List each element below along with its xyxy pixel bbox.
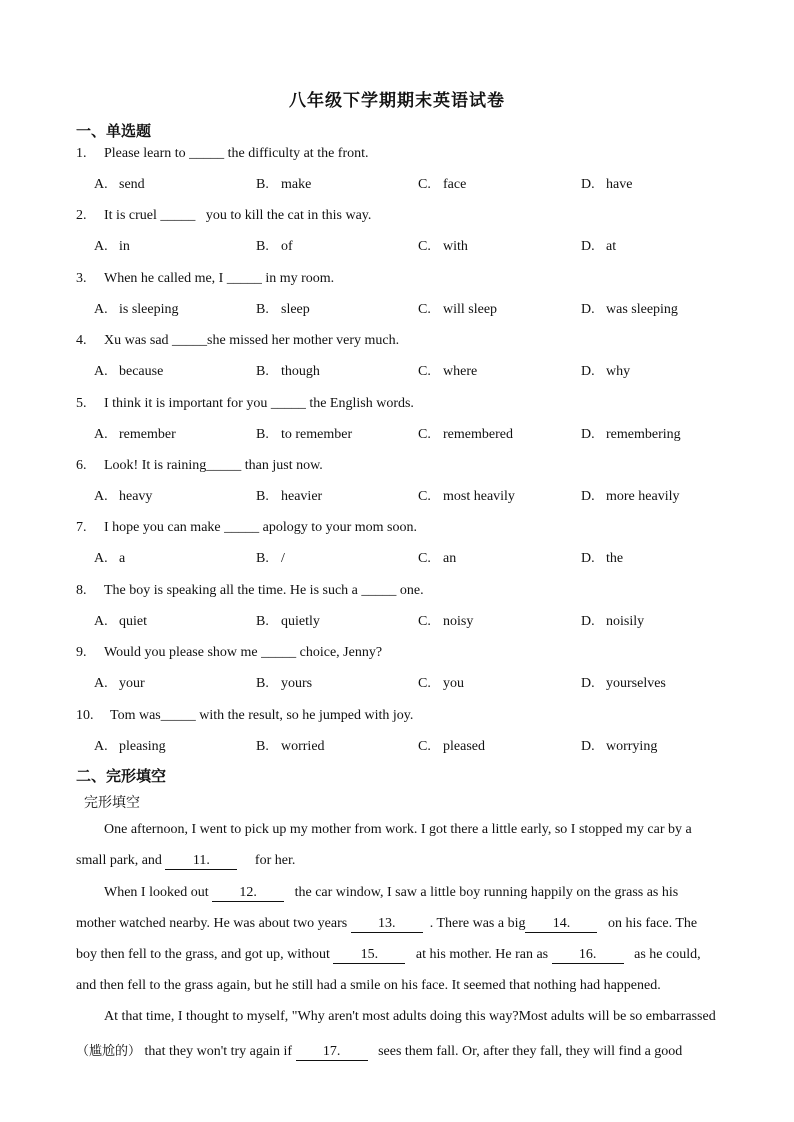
question-blank[interactable]: _____ (261, 645, 297, 660)
option-letter: D. (581, 489, 595, 504)
option-text: heavier (281, 489, 323, 504)
option-c[interactable] (418, 364, 477, 380)
option-letter: A. (94, 239, 108, 254)
option-text: because (119, 364, 164, 379)
question-text: When he called me, I (104, 271, 227, 286)
options-row (0, 302, 794, 322)
option-c[interactable] (418, 614, 473, 630)
blank-12[interactable]: 12. (212, 885, 284, 902)
option-letter: B. (256, 676, 269, 691)
option-d[interactable] (581, 239, 616, 255)
option-a[interactable] (94, 427, 176, 443)
option-text: yourselves (606, 676, 666, 691)
question-text: I think it is important for you (104, 396, 271, 411)
option-letter: A. (94, 364, 108, 379)
option-text: of (281, 239, 293, 254)
option-text: you (443, 676, 464, 691)
question-number: 3. (76, 271, 87, 286)
option-letter: C. (418, 551, 431, 566)
option-a[interactable] (94, 302, 179, 318)
option-letter: B. (256, 177, 269, 192)
option-text: worried (281, 739, 325, 754)
option-c[interactable] (418, 739, 485, 755)
option-d[interactable] (581, 489, 679, 505)
question-text: choice, Jenny? (296, 645, 383, 660)
option-letter: D. (581, 239, 595, 254)
option-letter: A. (94, 489, 108, 504)
option-text: was sleeping (606, 302, 678, 317)
question-6 (76, 458, 323, 474)
option-letter: D. (581, 177, 595, 192)
cloze-line-2: small park, and 11. for her. (76, 853, 296, 868)
option-letter: D. (581, 364, 595, 379)
question-number: 7. (76, 520, 87, 535)
option-b[interactable] (256, 427, 352, 443)
option-text: quiet (119, 614, 147, 629)
option-text: your (119, 676, 145, 691)
option-d[interactable] (581, 551, 623, 567)
question-9 (76, 645, 382, 661)
question-text: Look! It is raining (104, 458, 207, 473)
option-d[interactable] (581, 676, 666, 692)
option-letter: B. (256, 614, 269, 629)
option-c[interactable] (418, 676, 464, 692)
question-blank[interactable]: _____ (160, 708, 196, 723)
option-d[interactable] (581, 427, 681, 443)
option-letter: C. (418, 427, 431, 442)
question-text: Please learn to (104, 146, 190, 161)
option-text: yours (281, 676, 313, 691)
options-row (0, 614, 794, 634)
option-letter: C. (418, 614, 431, 629)
option-text: remember (119, 427, 176, 442)
options-row (0, 239, 794, 259)
option-text: / (281, 551, 285, 566)
option-d[interactable] (581, 364, 630, 380)
blank-15[interactable]: 15. (333, 947, 405, 964)
option-letter: A. (94, 427, 108, 442)
option-text: send (119, 177, 145, 192)
option-a[interactable] (94, 739, 166, 755)
options-row (0, 676, 794, 696)
question-3 (76, 271, 334, 287)
option-b[interactable] (256, 302, 310, 318)
option-text: to remember (281, 427, 353, 442)
blank-17[interactable]: 17. (296, 1044, 368, 1061)
question-number: 2. (76, 208, 87, 223)
blank-14[interactable]: 14. (525, 916, 597, 933)
question-text: the English words. (305, 396, 414, 411)
option-text: in (119, 239, 130, 254)
option-letter: A. (94, 177, 108, 192)
option-c[interactable] (418, 239, 468, 255)
section-heading-single-choice: 一、单选题 (76, 122, 152, 140)
question-text: with the result, so he jumped with joy. (195, 708, 414, 723)
option-letter: D. (581, 427, 595, 442)
option-text: is sleeping (119, 302, 179, 317)
question-blank[interactable]: _____ (206, 458, 242, 473)
question-text: one. (396, 583, 424, 598)
cloze-line-4: mother watched nearby. He was about two years 13. . There was a big 14. on his face. The (76, 916, 698, 931)
option-text: pleased (443, 739, 485, 754)
blank-11[interactable]: 11. (165, 853, 237, 870)
option-a[interactable] (94, 614, 147, 630)
option-letter: A. (94, 739, 108, 754)
question-text: apology to your mom soon. (259, 520, 418, 535)
question-5 (76, 396, 414, 412)
option-letter: C. (418, 364, 431, 379)
question-number: 9. (76, 645, 87, 660)
option-letter: D. (581, 551, 595, 566)
option-b[interactable] (256, 739, 325, 755)
question-text: she missed her mother very much. (207, 333, 400, 348)
question-blank[interactable]: _____ (270, 396, 306, 411)
options-row (0, 739, 794, 759)
cloze-line-7: At that time, I thought to myself, "Why aren't most adults doing this way?Most adults will be so embarrassed (104, 1009, 716, 1024)
option-text: an (443, 551, 457, 566)
question-blank[interactable]: _____ (160, 208, 196, 223)
option-letter: C. (418, 302, 431, 317)
option-letter: B. (256, 427, 269, 442)
cloze-line-3: When I looked out 12. the car window, I saw a little boy running happily on the grass as his (104, 885, 679, 900)
option-a[interactable] (94, 239, 130, 255)
option-text: worrying (606, 739, 658, 754)
option-b[interactable] (256, 364, 320, 380)
question-4 (76, 333, 399, 349)
option-text: remembering (606, 427, 681, 442)
option-text: quietly (281, 614, 320, 629)
option-text: heavy (119, 489, 153, 504)
option-a[interactable] (94, 676, 145, 692)
option-b[interactable] (256, 551, 285, 567)
option-text: noisy (443, 614, 474, 629)
option-a[interactable] (94, 364, 163, 380)
option-letter: C. (418, 177, 431, 192)
option-text: with (443, 239, 468, 254)
option-a[interactable] (94, 177, 145, 193)
blank-13[interactable]: 13. (351, 916, 423, 933)
question-blank[interactable]: _____ (224, 520, 260, 535)
option-b[interactable] (256, 489, 322, 505)
cloze-line-6: and then fell to the grass again, but he still had a smile on his face. It seemed that nothing had happened. (76, 978, 661, 993)
question-1 (76, 146, 369, 162)
option-d[interactable] (581, 177, 632, 193)
cloze-line-1: One afternoon, I went to pick up my mother from work. I got there a little early, so I stopped my car by a (104, 822, 692, 837)
question-blank[interactable]: _____ (226, 271, 262, 286)
question-blank[interactable]: _____ (189, 146, 225, 161)
option-text: make (281, 177, 312, 192)
option-text: the (606, 551, 624, 566)
option-letter: B. (256, 364, 269, 379)
option-letter: A. (94, 551, 108, 566)
options-row (0, 489, 794, 509)
option-text: more heavily (606, 489, 680, 504)
question-text: The boy is speaking all the time. He is such a (104, 583, 362, 598)
question-blank[interactable]: _____ (361, 583, 397, 598)
question-7 (76, 520, 417, 536)
option-letter: B. (256, 239, 269, 254)
option-letter: B. (256, 739, 269, 754)
option-d[interactable] (581, 739, 657, 755)
question-number: 10. (76, 708, 94, 723)
option-d[interactable] (581, 614, 644, 630)
option-c[interactable] (418, 177, 466, 193)
option-text: why (606, 364, 631, 379)
option-text: noisily (606, 614, 645, 629)
question-text: than just now. (241, 458, 323, 473)
cloze-subheading: 完形填空 (84, 795, 140, 811)
question-number: 1. (76, 146, 87, 161)
option-letter: B. (256, 302, 269, 317)
option-text: though (281, 364, 320, 379)
option-c[interactable] (418, 551, 456, 567)
option-letter: C. (418, 489, 431, 504)
question-text: you to kill the cat in this way. (195, 208, 372, 223)
options-row (0, 551, 794, 571)
option-letter: B. (256, 489, 269, 504)
question-text: the difficulty at the front. (224, 146, 369, 161)
options-row (0, 364, 794, 384)
option-c[interactable] (418, 427, 513, 443)
question-text: It is cruel (104, 208, 161, 223)
question-text: Tom was (110, 708, 161, 723)
question-text: Xu was sad (104, 333, 173, 348)
option-text: remembered (443, 427, 513, 442)
option-letter: C. (418, 676, 431, 691)
option-letter: C. (418, 239, 431, 254)
question-10 (76, 708, 413, 724)
option-b[interactable] (256, 676, 312, 692)
options-row (0, 427, 794, 447)
option-c[interactable] (418, 489, 515, 505)
option-letter: D. (581, 614, 595, 629)
question-text: Would you please show me (104, 645, 262, 660)
option-d[interactable] (581, 302, 678, 318)
cloze-line-8: （尴尬的） that they won't try again if 17. sees them fall. Or, after they fall, they will find a good (76, 1044, 683, 1059)
option-text: where (443, 364, 478, 379)
page-title: 八年级下学期期末英语试卷 (289, 91, 505, 111)
question-number: 6. (76, 458, 87, 473)
option-letter: A. (94, 614, 108, 629)
question-text: I hope you can make (104, 520, 225, 535)
option-letter: D. (581, 302, 595, 317)
option-c[interactable] (418, 302, 497, 318)
question-number: 5. (76, 396, 87, 411)
option-letter: D. (581, 739, 595, 754)
option-a[interactable] (94, 551, 125, 567)
option-letter: B. (256, 551, 269, 566)
option-text: face (443, 177, 467, 192)
blank-16[interactable]: 16. (552, 947, 624, 964)
option-letter: D. (581, 676, 595, 691)
option-letter: C. (418, 739, 431, 754)
option-text: have (606, 177, 633, 192)
option-letter: A. (94, 676, 108, 691)
cloze-line-5: boy then fell to the grass, and got up, without 15. at his mother. He ran as 16. as he could, (76, 947, 701, 962)
question-2 (76, 208, 371, 224)
option-b[interactable] (256, 239, 293, 255)
question-text: in my room. (261, 271, 335, 286)
option-text: a (119, 551, 126, 566)
option-text: most heavily (443, 489, 515, 504)
option-letter: A. (94, 302, 108, 317)
question-blank[interactable]: _____ (172, 333, 208, 348)
option-b[interactable] (256, 177, 311, 193)
option-text: will sleep (443, 302, 498, 317)
section-heading-cloze: 二、完形填空 (76, 767, 167, 785)
option-text: at (606, 239, 617, 254)
question-number: 8. (76, 583, 87, 598)
option-a[interactable] (94, 489, 152, 505)
options-row (0, 177, 794, 197)
question-8 (76, 583, 424, 599)
question-number: 4. (76, 333, 87, 348)
option-text: sleep (281, 302, 310, 317)
option-b[interactable] (256, 614, 320, 630)
option-text: pleasing (119, 739, 166, 754)
